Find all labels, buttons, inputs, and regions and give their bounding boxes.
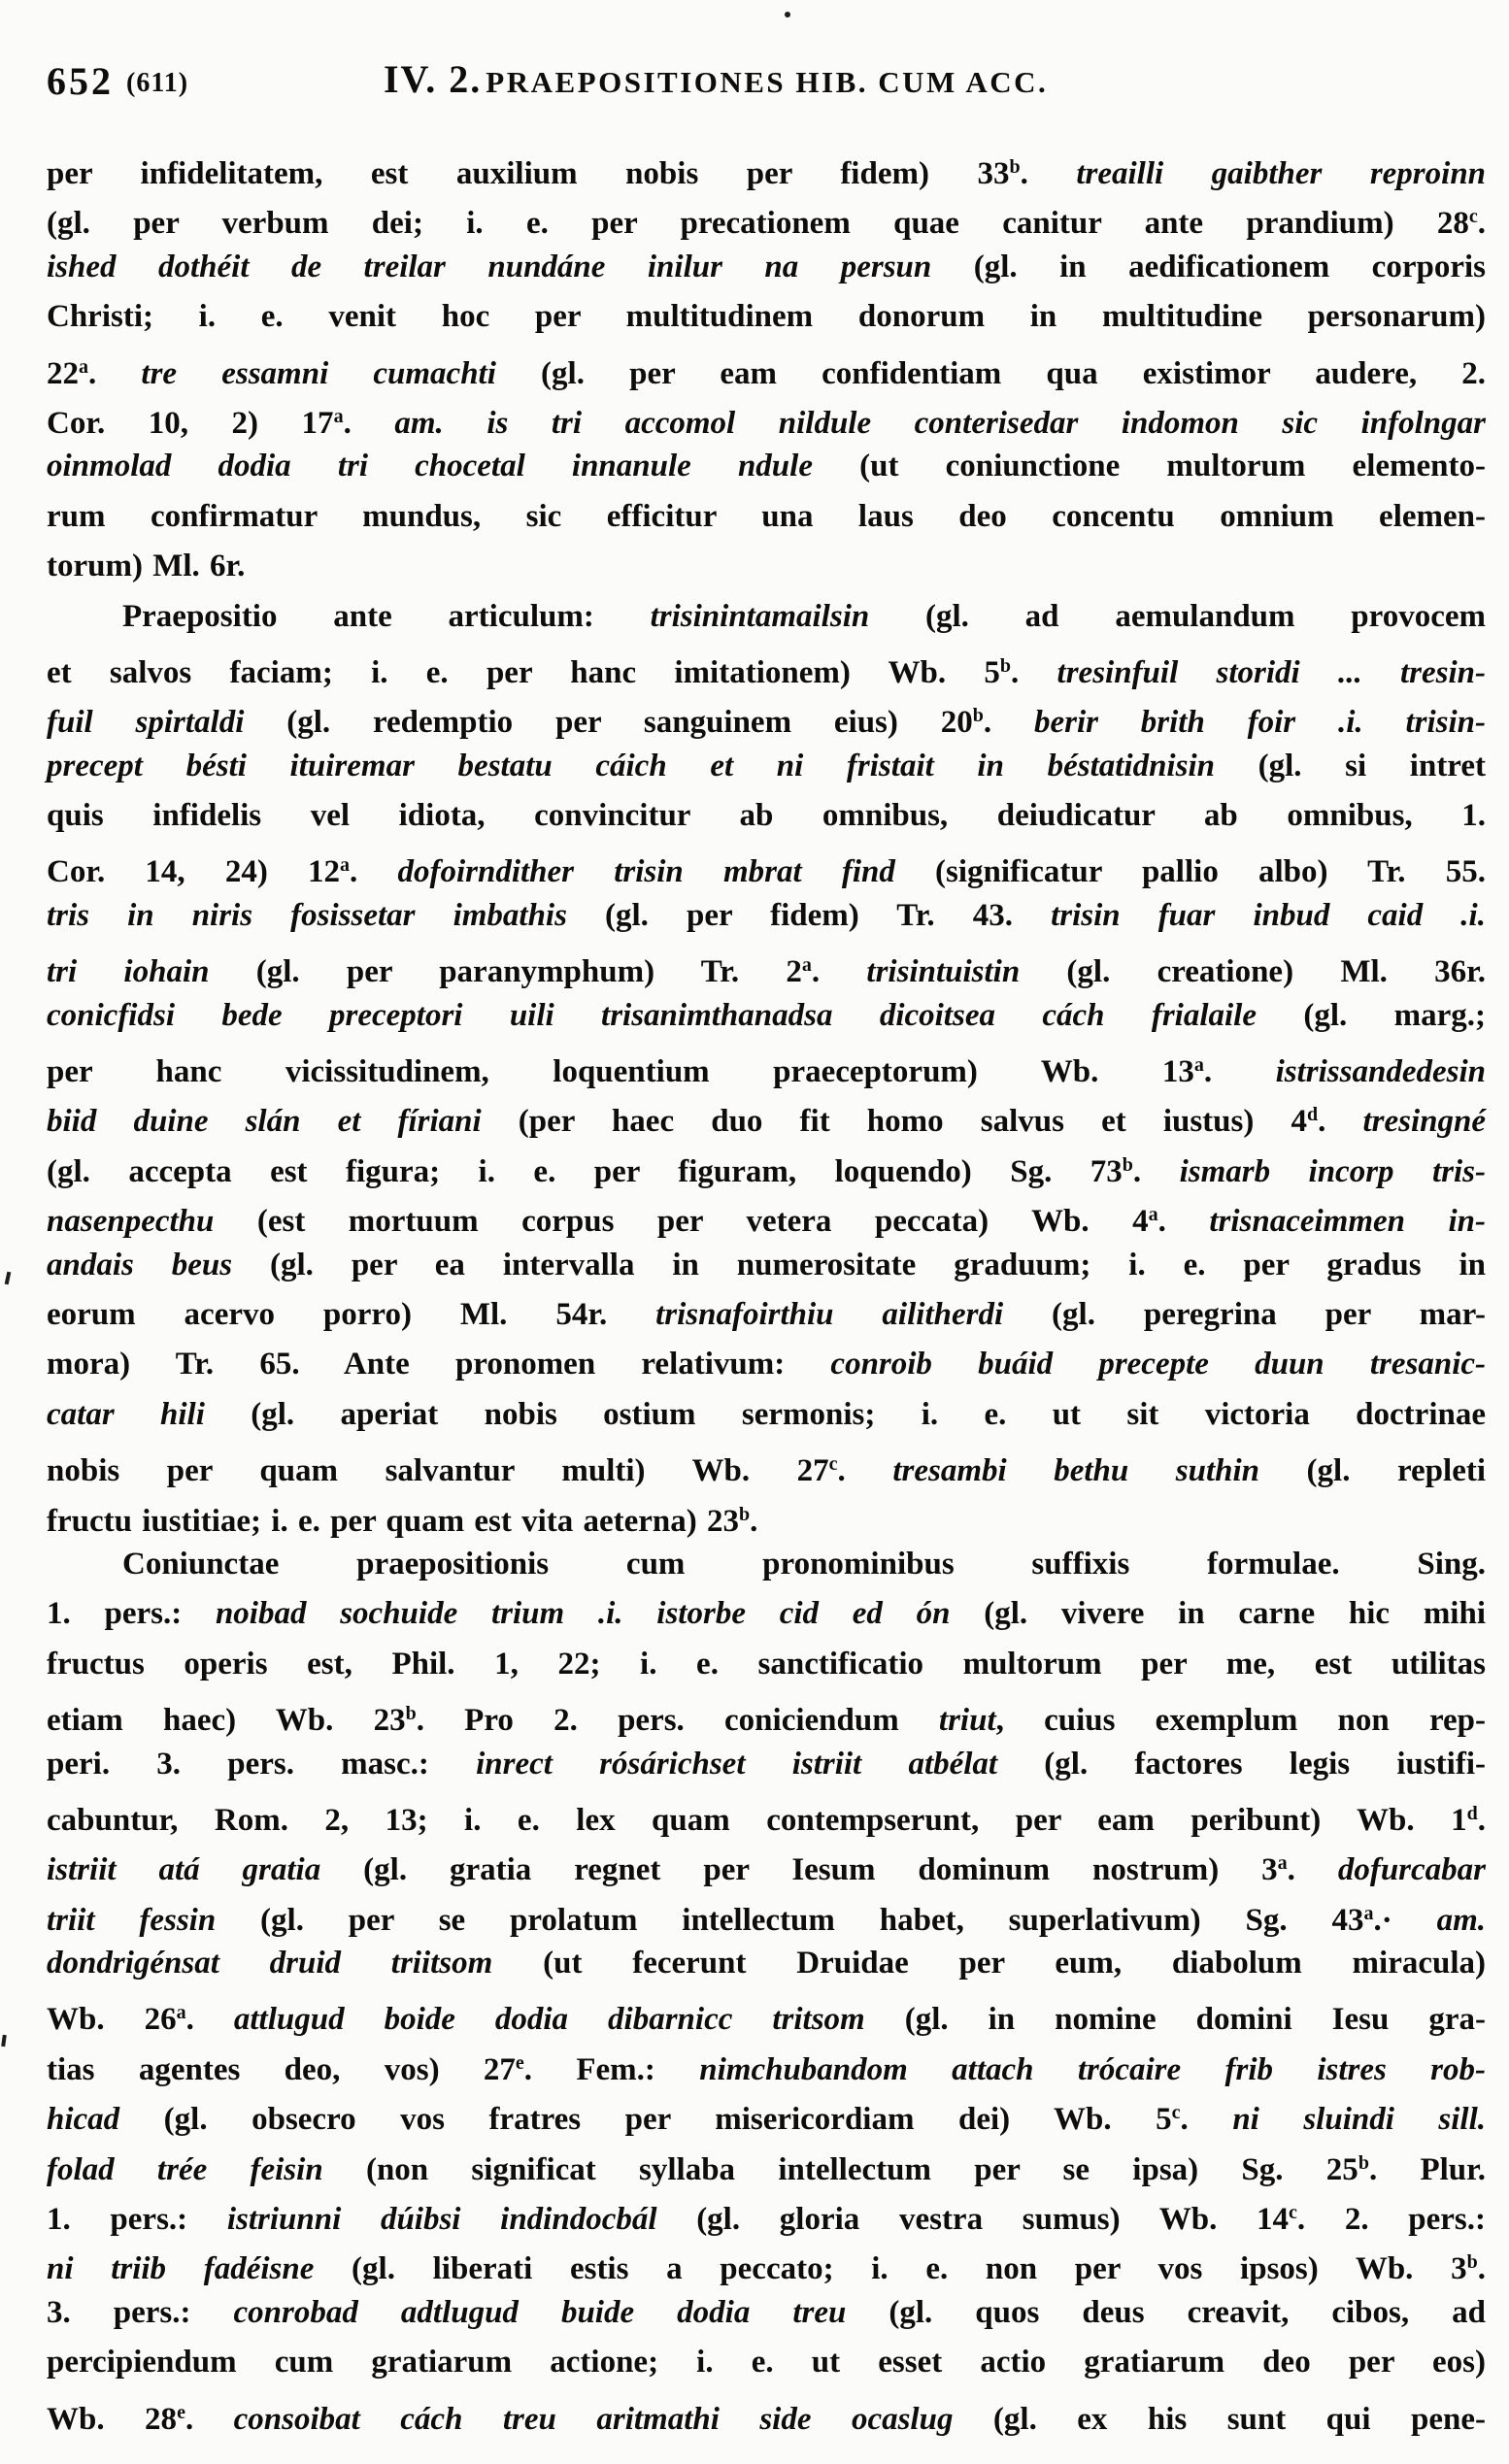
latin-text: torum) Ml. 6r.	[47, 549, 246, 584]
irish-phrase: conicfidsi bede preceptori uili trisanimthanadsa dicoitsea cách frialaile	[47, 997, 1257, 1033]
irish-phrase: andais beus	[47, 1247, 233, 1282]
running-title-text: PRAEPOSITIONES HIB. CUM ACC.	[486, 65, 1049, 99]
text-line	[47, 292, 1486, 342]
irish-phrase: inrect rósárichset istriit atbélat	[476, 1746, 998, 1781]
irish-phrase: trisin fuar inbud caid .i.	[1051, 897, 1486, 933]
running-title-section: IV. 2.	[383, 57, 483, 101]
latin-text: Christi; i. e. venit hoc per multitudinem donorum in multitudine personarum)	[47, 299, 1486, 335]
latin-text: .	[1287, 1852, 1338, 1888]
irish-phrase: conroib buáid precepte duun tresanic-	[830, 1347, 1487, 1382]
latin-text: etiam haec) Wb. 23	[47, 1703, 406, 1739]
latin-text: .	[811, 954, 867, 990]
latin-text: .	[1180, 2102, 1233, 2138]
latin-text: .	[1477, 206, 1486, 242]
latin-text: et salvos faciam; i. e. per hanc imitationem) Wb. 5	[47, 654, 1000, 690]
latin-text: .	[1157, 1204, 1210, 1240]
latin-text: (non significat syllaba intellectum per se ipsa) Sg. 25	[322, 2151, 1358, 2187]
text-line	[47, 1740, 1486, 1789]
text-line	[47, 1589, 1486, 1639]
citation-superscript: e	[177, 2401, 185, 2423]
citation-superscript: c	[1171, 2102, 1181, 2124]
text-line	[47, 1041, 1486, 1090]
latin-text: 22	[47, 355, 79, 391]
text-line	[47, 2139, 1486, 2188]
citation-superscript: a	[1363, 1902, 1374, 1924]
latin-text: .	[837, 1453, 893, 1489]
latin-text: (gl. ad aemulandum provocem	[869, 598, 1486, 634]
text-line	[47, 2039, 1486, 2088]
irish-phrase: tri iohain	[47, 954, 210, 990]
text-line	[47, 1440, 1486, 1489]
irish-phrase: dondrigénsat druid triitsom	[47, 1946, 493, 1981]
irish-phrase: am.	[1436, 1902, 1486, 1938]
irish-phrase: istrissandedesin	[1275, 1054, 1486, 1090]
irish-phrase: ished dothéit de treilar nundáne inilur na persun	[47, 249, 932, 284]
citation-superscript: b	[1009, 156, 1021, 178]
text-line	[47, 991, 1486, 1041]
latin-text: Wb. 26	[47, 2002, 177, 2038]
text-line	[47, 542, 1486, 591]
text-line	[47, 642, 1486, 691]
citation-superscript: a	[1148, 1204, 1158, 1226]
latin-text: (gl. per ea intervalla in numerositate graduum; i. e. per gradus in	[232, 1247, 1486, 1282]
text-line	[47, 143, 1486, 192]
latin-text: eorum acervo porro) Ml. 54r.	[47, 1296, 656, 1332]
latin-text: (gl. per paranymphum) Tr. 2	[209, 954, 802, 990]
text-line	[47, 492, 1486, 542]
irish-phrase: trisintuistin	[866, 954, 1021, 990]
latin-text: (gl. ex his sunt qui pene-	[953, 2401, 1487, 2437]
latin-text: (gl. per eam confidentiam qua existimor audere, 2.	[495, 355, 1486, 391]
latin-text: (gl. gloria vestra sumus) Wb. 14	[656, 2202, 1289, 2238]
irish-phrase: istriunni dúibsi indindocbál	[226, 2202, 657, 2238]
citation-superscript: c	[828, 1453, 838, 1476]
irish-phrase: oinmolad dodia tri chocetal innanule ndule	[47, 449, 813, 484]
citation-superscript: b	[972, 705, 984, 727]
citation-superscript: a	[176, 2002, 186, 2024]
citation-superscript: a	[333, 405, 344, 427]
citation-superscript: b	[999, 654, 1012, 677]
text-line	[47, 742, 1486, 791]
text-line	[47, 1839, 1486, 1888]
text-line	[47, 1141, 1486, 1190]
latin-text: peri. 3. pers. masc.:	[47, 1746, 477, 1781]
citation-superscript: b	[1358, 2151, 1369, 2174]
latin-text: nobis per quam salvantur multi) Wb. 27	[47, 1453, 829, 1489]
text-line	[47, 1988, 1486, 2038]
latin-text: .	[1011, 654, 1057, 690]
latin-text: , cuius exemplum non rep-	[995, 1703, 1486, 1739]
citation-superscript: b	[1122, 1153, 1133, 1176]
text-line	[47, 691, 1486, 741]
irish-phrase: tre essamni cumachti	[141, 355, 496, 391]
citation-superscript: e	[515, 2051, 524, 2074]
latin-text: .	[1132, 1153, 1180, 1189]
latin-text: (gl. aperiat nobis ostium sermonis; i. e. ut sit victoria doctrinae	[204, 1396, 1486, 1432]
latin-text: (gl. gratia regnet per Iesum dominum nostrum) 3	[320, 1852, 1278, 1888]
page-header	[47, 54, 1486, 109]
text-line	[47, 1540, 1486, 1589]
latin-text: cabuntur, Rom. 2, 13; i. e. lex quam contempserunt, per eam peribunt) Wb. 1	[47, 1802, 1467, 1838]
text-line	[47, 2338, 1486, 2387]
citation-superscript: a	[801, 954, 812, 977]
text-line	[47, 592, 1486, 642]
page-number-secondary: (611)	[126, 68, 189, 98]
irish-phrase: catar hili	[47, 1396, 205, 1432]
citation-superscript: c	[1468, 206, 1478, 228]
citation-superscript: b	[1466, 2251, 1478, 2274]
irish-phrase: tresingné	[1362, 1104, 1487, 1140]
text-line	[47, 891, 1486, 941]
citation-superscript: a	[340, 854, 351, 877]
irish-phrase: trisinintamailsin	[650, 598, 870, 634]
page-number-main: 652	[47, 59, 114, 103]
irish-phrase: nimchubandom attach trócaire frib istres rob-	[699, 2051, 1487, 2087]
citation-superscript: d	[1306, 1104, 1319, 1126]
text-line	[47, 2388, 1486, 2438]
latin-text: (gl. quos deus creavit, cibos, ad	[846, 2294, 1487, 2330]
irish-phrase: consoibat cách treu aritmathi side ocaslug	[233, 2401, 954, 2437]
irish-phrase: tris in niris fosissetar imbathis	[47, 897, 567, 933]
text-line	[47, 343, 1486, 392]
text-line	[47, 1090, 1486, 1140]
text-line	[47, 1340, 1486, 1389]
latin-text: (gl. peregrina per mar-	[1003, 1296, 1486, 1332]
latin-text: (per haec duo fit homo salvus et iustus) 4	[481, 1104, 1307, 1140]
latin-text: (gl. si intret	[1214, 748, 1486, 783]
latin-text: .	[1203, 1054, 1276, 1090]
text-line	[47, 392, 1486, 442]
latin-text: .·	[1373, 1902, 1437, 1938]
irish-phrase: precept bésti ituiremar bestatu cáich et ni fristait in béstatidnisin	[47, 748, 1215, 783]
latin-text: Praepositio ante articulum:	[122, 598, 651, 634]
latin-text: 1. pers.:	[47, 2202, 227, 2238]
text-line	[47, 1490, 1486, 1540]
latin-text: (gl. accepta est figura; i. e. per figuram, loquendo) Sg. 73	[47, 1153, 1123, 1189]
latin-text: (ut fecerunt Druidae per eum, diabolum miracula)	[492, 1946, 1487, 1981]
irish-phrase: istriit atá gratia	[47, 1852, 321, 1888]
irish-phrase: dofoirndither trisin mbrat find	[397, 854, 895, 890]
latin-text: mora) Tr. 65. Ante pronomen relativum:	[47, 1347, 831, 1382]
text-line	[47, 243, 1486, 292]
running-title	[384, 56, 1048, 102]
latin-text: (ut coniunctione multorum elemento-	[812, 449, 1486, 484]
irish-phrase: trisnafoirthiu ailitherdi	[655, 1296, 1004, 1332]
text-line	[47, 1190, 1486, 1240]
latin-text: (gl. factores legis iustifi-	[997, 1746, 1486, 1781]
irish-phrase: berir brith foir .i. trisin-	[1033, 705, 1487, 741]
irish-phrase: triit fessin	[47, 1902, 217, 1938]
latin-text: Cor. 14, 24) 12	[47, 854, 341, 890]
latin-text: percipiendum cum gratiarum actione; i. e. ut esset actio gratiarum deo per eos)	[47, 2345, 1486, 2381]
irish-phrase: trisnaceimmen in-	[1209, 1204, 1486, 1240]
scan-speck	[785, 12, 790, 17]
latin-text: .	[1318, 1104, 1363, 1140]
irish-phrase: tresambi bethu suthin	[892, 1453, 1259, 1489]
irish-phrase: ismarb incorp tris-	[1179, 1153, 1486, 1189]
latin-text: .	[184, 2401, 234, 2437]
latin-text: (gl. liberati estis a peccato; i. e. non per vos ipsos) Wb. 3	[314, 2251, 1467, 2287]
text-line	[47, 941, 1486, 990]
latin-text: per hanc vicissitudinem, loquentium praeceptorum) Wb. 13	[47, 1054, 1194, 1090]
page-number	[47, 58, 188, 104]
latin-text: . Plur.	[1368, 2151, 1487, 2187]
text-line	[47, 2238, 1486, 2287]
text-line	[47, 1789, 1486, 1839]
text-line	[47, 1290, 1486, 1340]
text-line	[47, 1241, 1486, 1290]
latin-text: (gl. per se prolatum intellectum habet, superlativum) Sg. 43	[216, 1902, 1364, 1938]
irish-phrase: fuil spirtaldi	[47, 705, 245, 741]
citation-superscript: a	[1193, 1054, 1204, 1077]
citation-superscript: c	[1289, 2202, 1297, 2224]
latin-text: .	[1477, 1802, 1486, 1838]
latin-text: (gl. in nomine domini Iesu gra-	[864, 2002, 1487, 2038]
latin-text: .	[750, 1503, 758, 1539]
irish-phrase: folad trée feisin	[47, 2151, 323, 2187]
latin-text: .	[185, 2002, 234, 2038]
latin-text: (significatur pallio albo) Tr. 55.	[894, 854, 1486, 890]
latin-text: .	[983, 705, 1034, 741]
latin-text: . Pro 2. pers. coniciendum	[416, 1703, 939, 1739]
latin-text: Wb. 28	[47, 2401, 178, 2437]
text-line	[47, 1939, 1486, 1988]
latin-text: (gl. per fidem) Tr. 43.	[566, 897, 1052, 933]
text-line	[47, 1390, 1486, 1440]
latin-text: Cor. 10, 2) 17	[47, 405, 334, 441]
irish-phrase: dofurcabar	[1337, 1852, 1487, 1888]
citation-superscript: b	[405, 1703, 417, 1725]
irish-phrase: ni triib fadéisne	[47, 2251, 315, 2287]
latin-text: (gl. repleti	[1259, 1453, 1487, 1489]
irish-phrase: tresinfuil storidi ... tresin-	[1056, 654, 1487, 690]
latin-text: .	[1020, 156, 1077, 191]
text-line	[47, 1640, 1486, 1689]
latin-text: fructus operis est, Phil. 1, 22; i. e. sanctificatio multorum per me, est utilitas	[47, 1646, 1486, 1682]
text-line	[47, 1889, 1486, 1939]
irish-phrase: hicad	[47, 2102, 120, 2138]
text-line	[47, 841, 1486, 890]
latin-text: (gl. vivere in carne hic mihi	[950, 1596, 1486, 1632]
latin-text: .	[343, 405, 395, 441]
latin-text: .	[350, 854, 398, 890]
latin-text: (gl. obsecro vos fratres per misericordiam dei) Wb. 5	[119, 2102, 1172, 2138]
irish-phrase: noibad sochuide trium .i. istorbe cid ed ón	[215, 1596, 951, 1632]
text-line	[47, 791, 1486, 841]
latin-text: .	[88, 355, 142, 391]
text-line	[47, 192, 1486, 242]
page-text	[47, 143, 1486, 2438]
irish-phrase: conrobad adtlugud buide dodia treu	[233, 2294, 847, 2330]
irish-phrase: treailli gaibther reproinn	[1076, 156, 1487, 191]
scan-speck	[1, 2035, 7, 2047]
latin-text: (gl. marg.;	[1256, 997, 1486, 1033]
scan-speck	[5, 1272, 12, 1285]
latin-text: Coniunctae praepositionis cum pronominibus suffixis formulae. Sing.	[122, 1546, 1486, 1582]
citation-superscript: a	[79, 355, 88, 378]
latin-text: .	[1477, 2251, 1486, 2287]
text-line	[47, 2288, 1486, 2338]
latin-text: quis infidelis vel idiota, convincitur ab omnibus, deiudicatur ab omnibus, 1.	[47, 798, 1486, 834]
latin-text: (gl. in aedificationem corporis	[931, 249, 1486, 284]
latin-text: per infidelitatem, est auxilium nobis per fidem) 33	[47, 156, 1010, 191]
latin-text: . 2. pers.:	[1296, 2202, 1486, 2238]
citation-superscript: a	[1277, 1852, 1288, 1875]
latin-text: (gl. redemptio per sanguinem eius) 20	[244, 705, 973, 741]
irish-phrase: nasenpecthu	[47, 1204, 215, 1240]
latin-text: . Fem.:	[523, 2051, 700, 2087]
irish-phrase: ni sluindi sill.	[1232, 2102, 1486, 2138]
citation-superscript: b	[739, 1503, 751, 1525]
latin-text: 3. pers.:	[47, 2294, 234, 2330]
latin-text: fructu iustitiae; i. e. per quam est vita aeterna) 23	[47, 1503, 740, 1539]
latin-text: rum confirmatur mundus, sic efficitur una laus deo concentu omnium elemen-	[47, 498, 1486, 534]
latin-text: tias agentes deo, vos) 27	[47, 2051, 516, 2087]
citation-superscript: d	[1466, 1802, 1478, 1824]
irish-phrase: biid duine slán et fíriani	[47, 1104, 482, 1140]
irish-phrase: attlugud boide dodia dibarnicc tritsom	[233, 2002, 865, 2038]
latin-text: (gl. per verbum dei; i. e. per precationem quae canitur ante prandium) 28	[47, 206, 1469, 242]
text-line	[47, 2188, 1486, 2238]
text-line	[47, 2088, 1486, 2138]
text-line	[47, 442, 1486, 491]
latin-text: (gl. creatione) Ml. 36r.	[1020, 954, 1486, 990]
irish-phrase: am. is tri accomol nildule conterisedar indomon sic infolngar	[394, 405, 1486, 441]
irish-phrase: triut	[938, 1703, 996, 1739]
latin-text: 1. pers.:	[47, 1596, 216, 1632]
latin-text: (est mortuum corpus per vetera peccata) Wb. 4	[214, 1204, 1149, 1240]
text-line	[47, 1689, 1486, 1739]
